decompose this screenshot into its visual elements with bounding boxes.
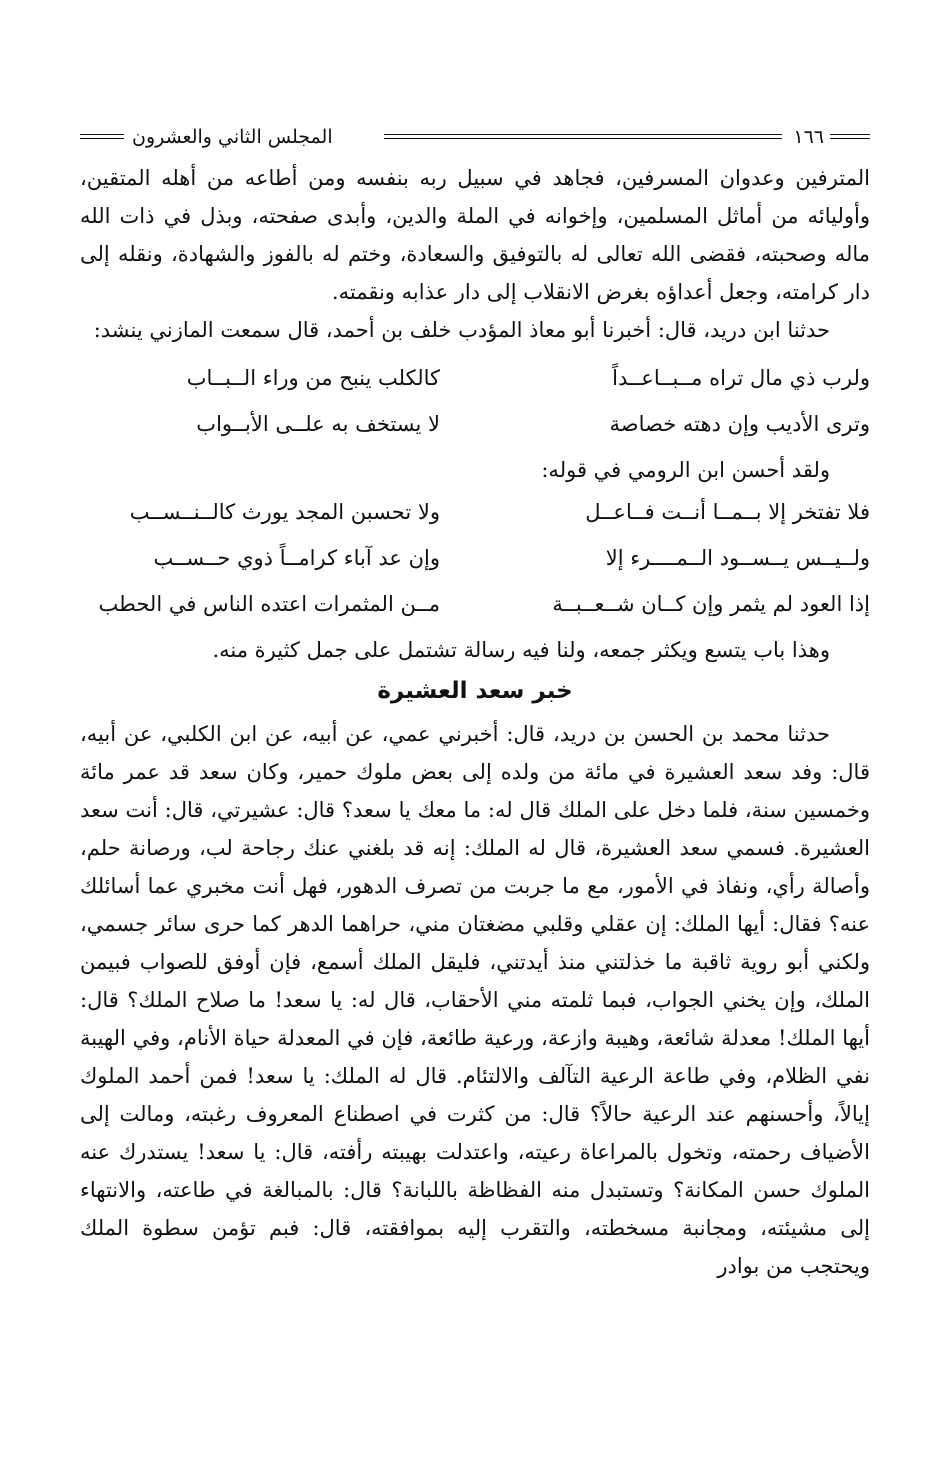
paragraph-opening: المترفين وعدوان المسرفين، فجاهد في سبيل ربه بنفسه ومن أطاعه من أهله المتقين، وأوليائه من أماثل المسلمين، وإخوانه في الملة والدين، وأبدى صفحته، وبذل في ذات الله ماله وصحبته، فقضى الله تعالى له بالتوفيق والسعادة، وختم له بالفوز والشهادة، ونقله إلى دار كرامته، وجعل أعداؤه بغرض الانقلاب إلى دار عذابه ونقمته.	[80, 166, 871, 304]
verse-first-hemistich: فلا تفتخر إلا بــمــا أنــت فــاعــل	[585, 500, 870, 524]
verse-line	[80, 355, 870, 401]
verse-second-hemistich: وإن عد آباء كرامــاً ذوي حــســب	[153, 546, 440, 570]
verse-first-hemistich: ولــيــس يــســود الــمــــرء إلا	[605, 546, 870, 570]
page-header	[80, 125, 870, 159]
running-title: المجلس الثاني والعشرون	[126, 125, 339, 149]
verse-second-hemistich: ولا تحسبن المجد يورث كالــنــســب	[129, 500, 440, 524]
paragraph-narration: حدثنا ابن دريد، قال: أخبرنا أبو معاذ المؤدب خلف بن أحمد، قال سمعت المازني ينشد:	[93, 318, 830, 342]
verse-line	[80, 401, 870, 447]
header-rule-right	[830, 134, 870, 139]
closing-line: وهذا باب يتسع ويكثر جمعه، ولنا فيه رسالة تشتمل على جمل كثيرة منه.	[212, 638, 830, 662]
section-body: حدثنا محمد بن الحسن بن دريد، قال: أخبرني عمي، عن أبيه، عن ابن الكلبي، عن أبيه، قال: وفد سعد العشيرة في مائة من ولده إلى بعض ملوك حمير، وكان سعد قد عمر مائة وخمسين سنة، فلما دخل على الملك قال له: ما معك يا سعد؟ قال: عشيرتي، قال: أنت سعد العشيرة. فسمي سعد العشيرة، قال له الملك: إنه قد بلغني عنك رجاحة لب، ورصانة حلم، وأصالة رأي، ونفاذ في الأمور، مع ما جربت من تصرف الدهور، فهل أنت مخبري عما أسائلك عنه؟ فقال: أيها الملك: إن عقلي وقلبي مضغتان مني، حراهما الدهر كما حرى سائر جسمي، ولكني أبو روية ثاقبة ما خذلتني منذ أيدتني، فليقل الملك أسمع، فإن أوفق للصواب فبيمن الملك، وإن يخني الجواب، فبما ثلمته مني الأحقاب، قال له: يا سعد! ما صلاح الملك؟ قال: أيها الملك! معدلة شائعة، وهيبة وازعة، ورعية طائعة، فإن في المعدلة حياة الأنام، وفي الهيبة نفي الظلام، وفي طاعة الرعية التآلف والالتئام. قال له الملك: يا سعد! فمن أحمد الملوك إيالاً، وأحسنهم عند الرعية حالاً؟ قال: من كثرت في اصطناع المعروف رغبته، ومالت إلى الأضياف رحمته، وتخول بالمراعاة رعيته، واعتدلت بهيبته رأفته، قال: يا سعد! يستدرك عنه الملوك حسن المكانة؟ وتستبدل منه الفظاظة باللبانة؟ قال: بالمبالغة في طاعته، والانتهاء إلى مشيئته، ومجانبة مسخطته، والتقرب إليه بموافقته، قال: فبم تؤمن سطوة الملك ويحتجب من بوادر	[80, 722, 870, 1278]
verse-second-hemistich: مــن المثمرات اعتده الناس في الحطب	[98, 592, 440, 616]
verse-first-hemistich: ولرب ذي مال تراه مــبــاعــداً	[612, 366, 870, 390]
poem-intro: ولقد أحسن ابن الرومي في قوله:	[541, 458, 830, 482]
verse-line	[80, 581, 870, 627]
verse-line	[80, 489, 870, 535]
verse-line	[80, 535, 870, 581]
verse-second-hemistich: لا يستخف به علــى الأبــواب	[196, 412, 440, 436]
verse-first-hemistich: وترى الأديب وإن دهته خصاصة	[609, 412, 870, 436]
section-title: خبر سعد العشيرة	[377, 678, 573, 704]
verse-second-hemistich: كالكلب ينبح من وراء الــبــاب	[186, 366, 440, 390]
book-page	[80, 125, 870, 1285]
verse-first-hemistich: إذا العود لم يثمر وإن كــان شــعــبــة	[552, 592, 870, 616]
header-rule-left	[80, 134, 124, 139]
header-rule-middle	[384, 134, 782, 139]
page-number: ١٦٦	[787, 125, 830, 149]
